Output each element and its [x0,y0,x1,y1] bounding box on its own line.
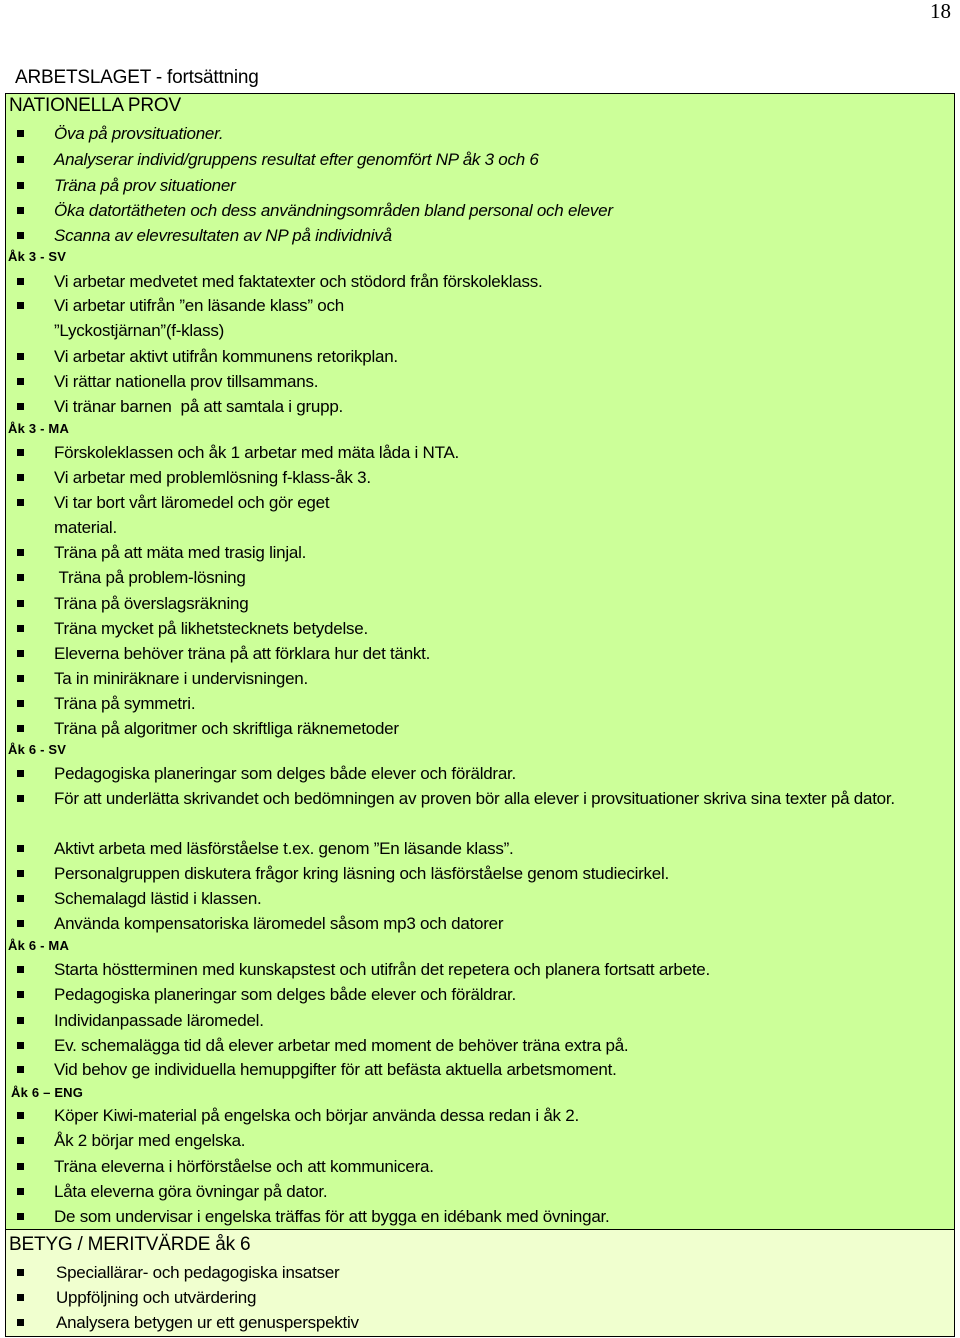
list-item: Åk 2 börjar med engelska. [6,1128,954,1153]
square-bullet-icon [17,1163,24,1170]
square-bullet-icon [17,474,24,481]
nationella-prov-box [5,93,955,1230]
list-item: Vi arbetar med problemlösning f-klass-åk 3. [6,465,954,490]
list-item: De som undervisar i engelska träffas för att bygga en idébank med övningar. [6,1204,954,1229]
subheading-ak6-ma: Åk 6 - MA [8,938,70,953]
square-bullet-icon [17,156,24,163]
list-item: Träna på problem-lösning [6,565,954,590]
list-item: Vi arbetar utifrån ”en läsande klass” och ”Lyckostjärnan”(f-klass) [6,293,954,343]
list-item: Träna på algoritmer och skriftliga räknemetoder [6,716,954,741]
list-item: Ta in miniräknare i undervisningen. [6,666,954,691]
list-item: Öva på provsituationer. [6,121,954,146]
square-bullet-icon [17,1294,24,1301]
list-item: Vi arbetar medvetet med faktatexter och stödord från förskoleklass. [6,269,954,294]
list-item: Träna på överslagsräkning [6,591,954,616]
nationella-prov-title: NATIONELLA PROV [9,95,181,116]
square-bullet-icon [17,1112,24,1119]
square-bullet-icon [17,920,24,927]
square-bullet-icon [17,549,24,556]
list-item: Speciallärar- och pedagogiska insatser [6,1260,954,1285]
section-heading: ARBETSLAGET - fortsättning [15,67,259,88]
list-item: Pedagogiska planeringar som delges både elever och föräldrar. [6,982,954,1007]
square-bullet-icon [17,600,24,607]
square-bullet-icon [17,1137,24,1144]
square-bullet-icon [17,1269,24,1276]
square-bullet-icon [17,1319,24,1326]
list-item: Schemalagd lästid i klassen. [6,886,954,911]
subheading-ak6-sv: Åk 6 - SV [8,742,67,757]
list-item: Eleverna behöver träna på att förklara hur det tänkt. [6,641,954,666]
list-item: Scanna av elevresultaten av NP på individnivå [6,223,954,248]
list-item: För att underlätta skrivandet och bedömningen av proven bör alla elever i provsituationer skriva sina texter på dator. [6,786,954,811]
square-bullet-icon [17,845,24,852]
list-item: Köper Kiwi-material på engelska och börjar använda dessa redan i åk 2. [6,1103,954,1128]
square-bullet-icon [17,182,24,189]
square-bullet-icon [17,625,24,632]
list-item: Vi tränar barnen på att samtala i grupp. [6,394,954,419]
list-item: Träna på att mäta med trasig linjal. [6,540,954,565]
list-item: Analysera betygen ur ett genusperspektiv [6,1310,954,1335]
square-bullet-icon [17,770,24,777]
square-bullet-icon [17,302,24,309]
square-bullet-icon [17,675,24,682]
square-bullet-icon [17,130,24,137]
square-bullet-icon [17,1042,24,1049]
square-bullet-icon [17,795,24,802]
square-bullet-icon [17,1188,24,1195]
list-item: Öka datortätheten och dess användningsområden bland personal och elever [6,198,954,223]
square-bullet-icon [17,870,24,877]
subheading-ak6-eng: Åk 6 – ENG [11,1085,84,1100]
list-item: Träna mycket på likhetstecknets betydelse. [6,616,954,641]
list-item: Uppföljning och utvärdering [6,1285,954,1310]
square-bullet-icon [17,574,24,581]
list-item: Aktivt arbeta med läsförståelse t.ex. genom ”En läsande klass”. [6,836,954,861]
list-item: Individanpassade läromedel. [6,1008,954,1033]
list-item: Träna på prov situationer [6,173,954,198]
list-item: Pedagogiska planeringar som delges både elever och föräldrar. [6,761,954,786]
list-item: Använda kompensatoriska läromedel såsom mp3 och datorer [6,911,954,936]
square-bullet-icon [17,991,24,998]
square-bullet-icon [17,1017,24,1024]
list-item: Personalgruppen diskutera frågor kring läsning och läsförståelse genom studiecirkel. [6,861,954,886]
list-item: Träna på symmetri. [6,691,954,716]
page-number: 18 [930,0,951,23]
betyg-meritvarde-title: BETYG / MERITVÄRDE åk 6 [9,1234,251,1255]
subheading-ak3-ma: Åk 3 - MA [8,421,70,436]
square-bullet-icon [17,895,24,902]
list-item: Förskoleklassen och åk 1 arbetar med mäta låda i NTA. [6,440,954,465]
list-item: Vi rättar nationella prov tillsammans. [6,369,954,394]
square-bullet-icon [17,499,24,506]
square-bullet-icon [17,650,24,657]
list-item: Vi arbetar aktivt utifrån kommunens retorikplan. [6,344,954,369]
list-item: Ev. schemalägga tid då elever arbetar med moment de behöver träna extra på. [6,1033,954,1058]
list-item: Vi tar bort vårt läromedel och gör eget material. [6,490,954,540]
square-bullet-icon [17,403,24,410]
square-bullet-icon [17,1213,24,1220]
list-item: Starta höstterminen med kunskapstest och utifrån det repetera och planera fortsatt arbete. [6,957,954,982]
list-item: Analyserar individ/gruppens resultat efter genomfört NP åk 3 och 6 [6,147,954,172]
square-bullet-icon [17,449,24,456]
square-bullet-icon [17,725,24,732]
square-bullet-icon [17,232,24,239]
list-item: Vid behov ge individuella hemuppgifter för att befästa aktuella arbetsmoment. [6,1057,954,1082]
betyg-meritvarde-box [5,1229,955,1337]
subheading-ak3-sv: Åk 3 - SV [8,249,67,264]
square-bullet-icon [17,700,24,707]
list-item: Låta eleverna göra övningar på dator. [6,1179,954,1204]
square-bullet-icon [17,207,24,214]
square-bullet-icon [17,378,24,385]
square-bullet-icon [17,1066,24,1073]
square-bullet-icon [17,966,24,973]
square-bullet-icon [17,278,24,285]
list-item: Träna eleverna i hörförståelse och att kommunicera. [6,1154,954,1179]
square-bullet-icon [17,353,24,360]
